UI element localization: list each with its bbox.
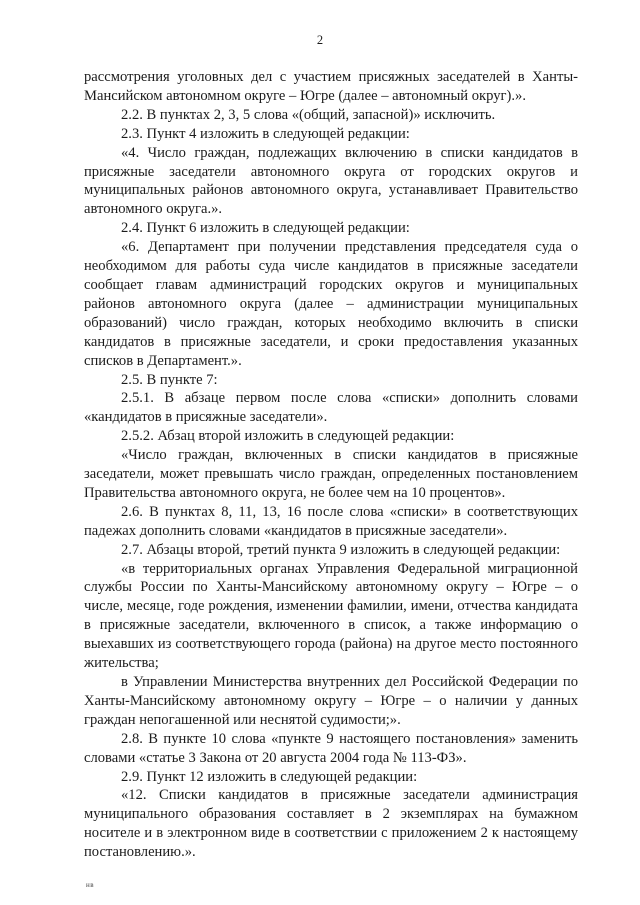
paragraph: в Управлении Министерства внутренних дел Российской Федерации по Ханты-Мансийскому автономному округу – Югре – о наличии у данных граждан непогашенной или неснятой судимости;». xyxy=(84,674,578,728)
paragraph: 2.2. В пунктах 2, 3, 5 слова «(общий, запасной)» исключить. xyxy=(121,106,496,123)
document-body xyxy=(84,68,578,862)
paragraph: «4. Число граждан, подлежащих включению в списки кандидатов в присяжные заседатели автономного округа от городских округов и муниципальных районов автономного округа, устанавливает Правительство автономного округа.». xyxy=(84,144,578,218)
paragraph: 2.9. Пункт 12 изложить в следующей редакции: xyxy=(121,768,418,785)
paragraph: «6. Департамент при получении представления председателя суда о необходимом для работы суда числе кандидатов в присяжные заседатели сообщает главам администраций городских округов и муниципальных районов автономного округа (далее – администрации муниципальных образований) число граждан, которых необходимо включить в списки кандидатов в присяжные заседатели, и сроки предоставления указанных списков в Департамент.». xyxy=(84,239,578,369)
paragraph: 2.5. В пункте 7: xyxy=(121,371,218,388)
paragraph: «Число граждан, включенных в списки кандидатов в присяжные заседатели, может превышать число граждан, определенных постановлением Правительства автономного округа, не более чем на 10 процентов». xyxy=(84,447,578,501)
paragraph: 2.7. Абзацы второй, третий пункта 9 изложить в следующей редакции: xyxy=(121,541,561,558)
paragraph: 2.5.2. Абзац второй изложить в следующей редакции: xyxy=(121,428,455,445)
paragraph: «в территориальных органах Управления Федеральной миграционной службы России по Ханты-Мансийскому автономному округу – Югре – о числе, месяце, годе рождения, изменении фамилии, имени, отчества кандидата в присяжные заседатели, включенного в список, а также информацию о выехавших из соответствующего города (района) на другое место постоянного жительства; xyxy=(84,560,578,672)
page-number: 2 xyxy=(316,33,324,47)
paragraph: рассмотрения уголовных дел с участием присяжных заседателей в Ханты-Мансийском автономном округе – Югре (далее – автономный округ).». xyxy=(84,69,578,104)
paragraph: 2.5.1. В абзаце первом после слова «списки» дополнить словами «кандидатов в присяжные заседатели». xyxy=(84,390,578,426)
paragraph: «12. Списки кандидатов в присяжные заседатели администрация муниципального образования составляет в 2 экземплярах на бумажном носителе и в электронном виде в соответствии с приложением 2 к настоящему постановлению.». xyxy=(84,787,578,861)
paragraph: 2.3. Пункт 4 изложить в следующей редакции: xyxy=(121,125,410,142)
paragraph: 2.6. В пунктах 8, 11, 13, 16 после слова «списки» в соответствующих падежах дополнить словами «кандидатов в присяжные заседатели». xyxy=(84,503,578,539)
paragraph: 2.8. В пункте 10 слова «пункте 9 настоящего постановления» заменить словами «статье 3 Закона от 20 августа 2004 года № 113-ФЗ». xyxy=(84,730,578,766)
paragraph: 2.4. Пункт 6 изложить в следующей редакции: xyxy=(121,220,410,237)
footer-mark: нв xyxy=(86,881,95,889)
